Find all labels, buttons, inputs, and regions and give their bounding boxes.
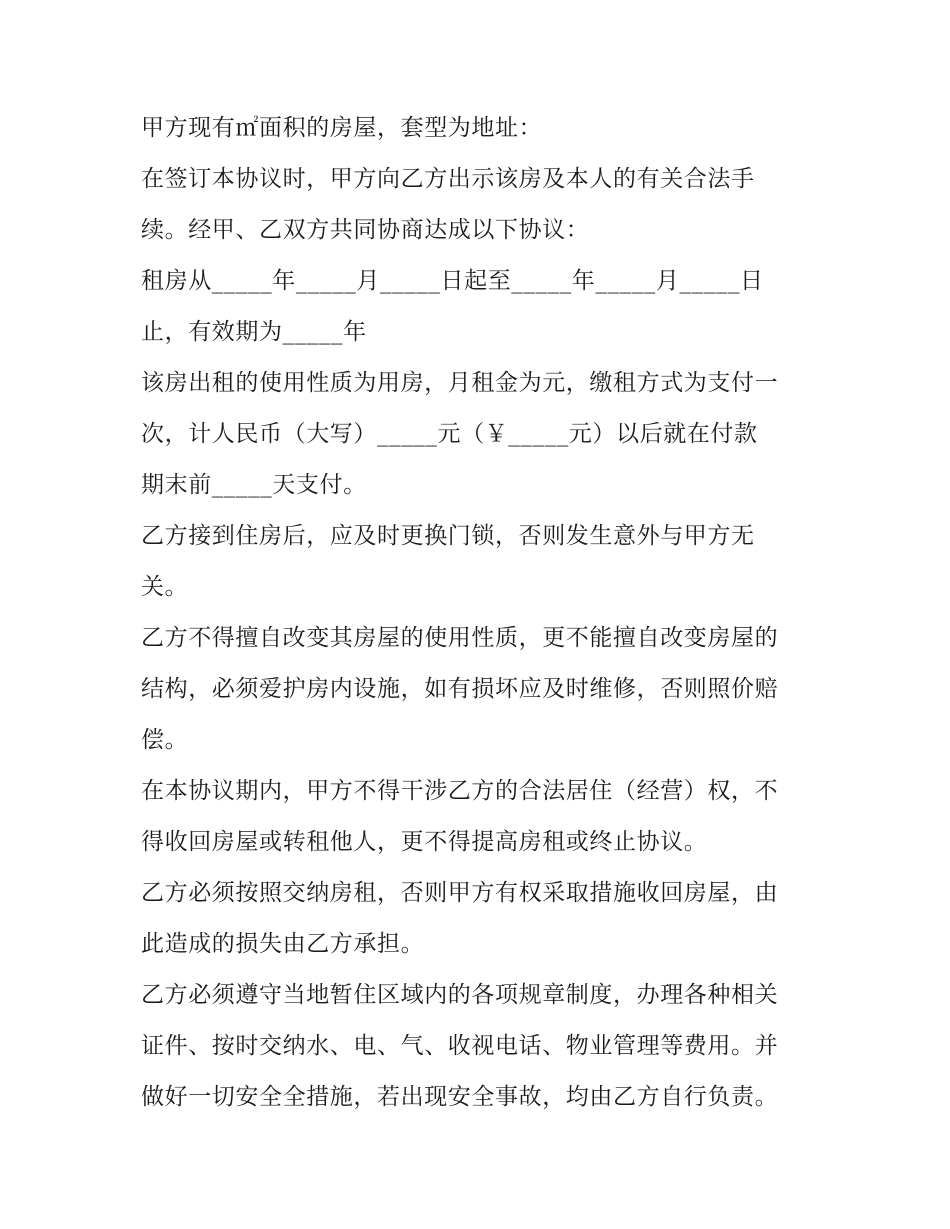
text-line: 此造成的损失由乙方承担。 (141, 931, 425, 957)
paragraph-rent-default (141, 868, 821, 970)
text-line: 得收回房屋或转租他人，更不得提高房租或终止协议。 (141, 829, 708, 855)
text-line: 证件、按时交纳水、电、气、收视电话、物业管理等费用。并 (141, 1033, 779, 1059)
text-line: 乙方必须按照交纳房租，否则甲方有权采取措施收回房屋，由 (141, 880, 779, 906)
paragraph-usage-restriction (141, 613, 821, 766)
text-line: 乙方必须遵守当地暂住区域内的各项规章制度，办理各种相关 (141, 982, 779, 1008)
text-line: 乙方不得擅自改变其房屋的使用性质，更不能擅自改变房屋的 (141, 625, 779, 651)
text-line: 止，有效期为_____年 (141, 319, 367, 345)
text-line: 在签订本协议时，甲方向乙方出示该房及本人的有关合法手 (141, 166, 755, 192)
text-line: 次，计人民币（大写）_____元（￥_____元）以后就在付款 (141, 421, 758, 447)
paragraph-lease-term (141, 256, 821, 358)
text-line: 做好一切安全全措施，若出现安全事故，均由乙方自行负责。 (141, 1084, 779, 1110)
text-line: 结构，必须爱护房内设施，如有损坏应及时维修，否则照价赔 (141, 676, 779, 702)
text-line: 偿。 (141, 727, 189, 753)
paragraph-signing-procedure (141, 154, 821, 256)
paragraph-regulations-safety (141, 970, 821, 1123)
text-line: 该房出租的使用性质为用房，月租金为元，缴租方式为支付一 (141, 370, 779, 396)
paragraph-property-info (141, 103, 821, 154)
text-line: 在本协议期内，甲方不得干涉乙方的合法居住（经营）权，不 (141, 778, 779, 804)
text-line: 关。 (141, 574, 189, 600)
paragraph-lock-change (141, 511, 821, 613)
document-body (141, 103, 821, 1123)
text-line: 租房从_____年_____月_____日起至_____年_____月_____日 (141, 268, 764, 294)
text-line: 乙方接到住房后，应及时更换门锁，否则发生意外与甲方无 (141, 523, 755, 549)
text-line: 甲方现有㎡面积的房屋，套型为地址： (141, 115, 543, 141)
paragraph-rent-payment (141, 358, 821, 511)
text-line: 续。经甲、乙双方共同协商达成以下协议： (141, 217, 590, 243)
paragraph-landlord-obligation (141, 766, 821, 868)
text-line: 期末前_____天支付。 (141, 472, 367, 498)
